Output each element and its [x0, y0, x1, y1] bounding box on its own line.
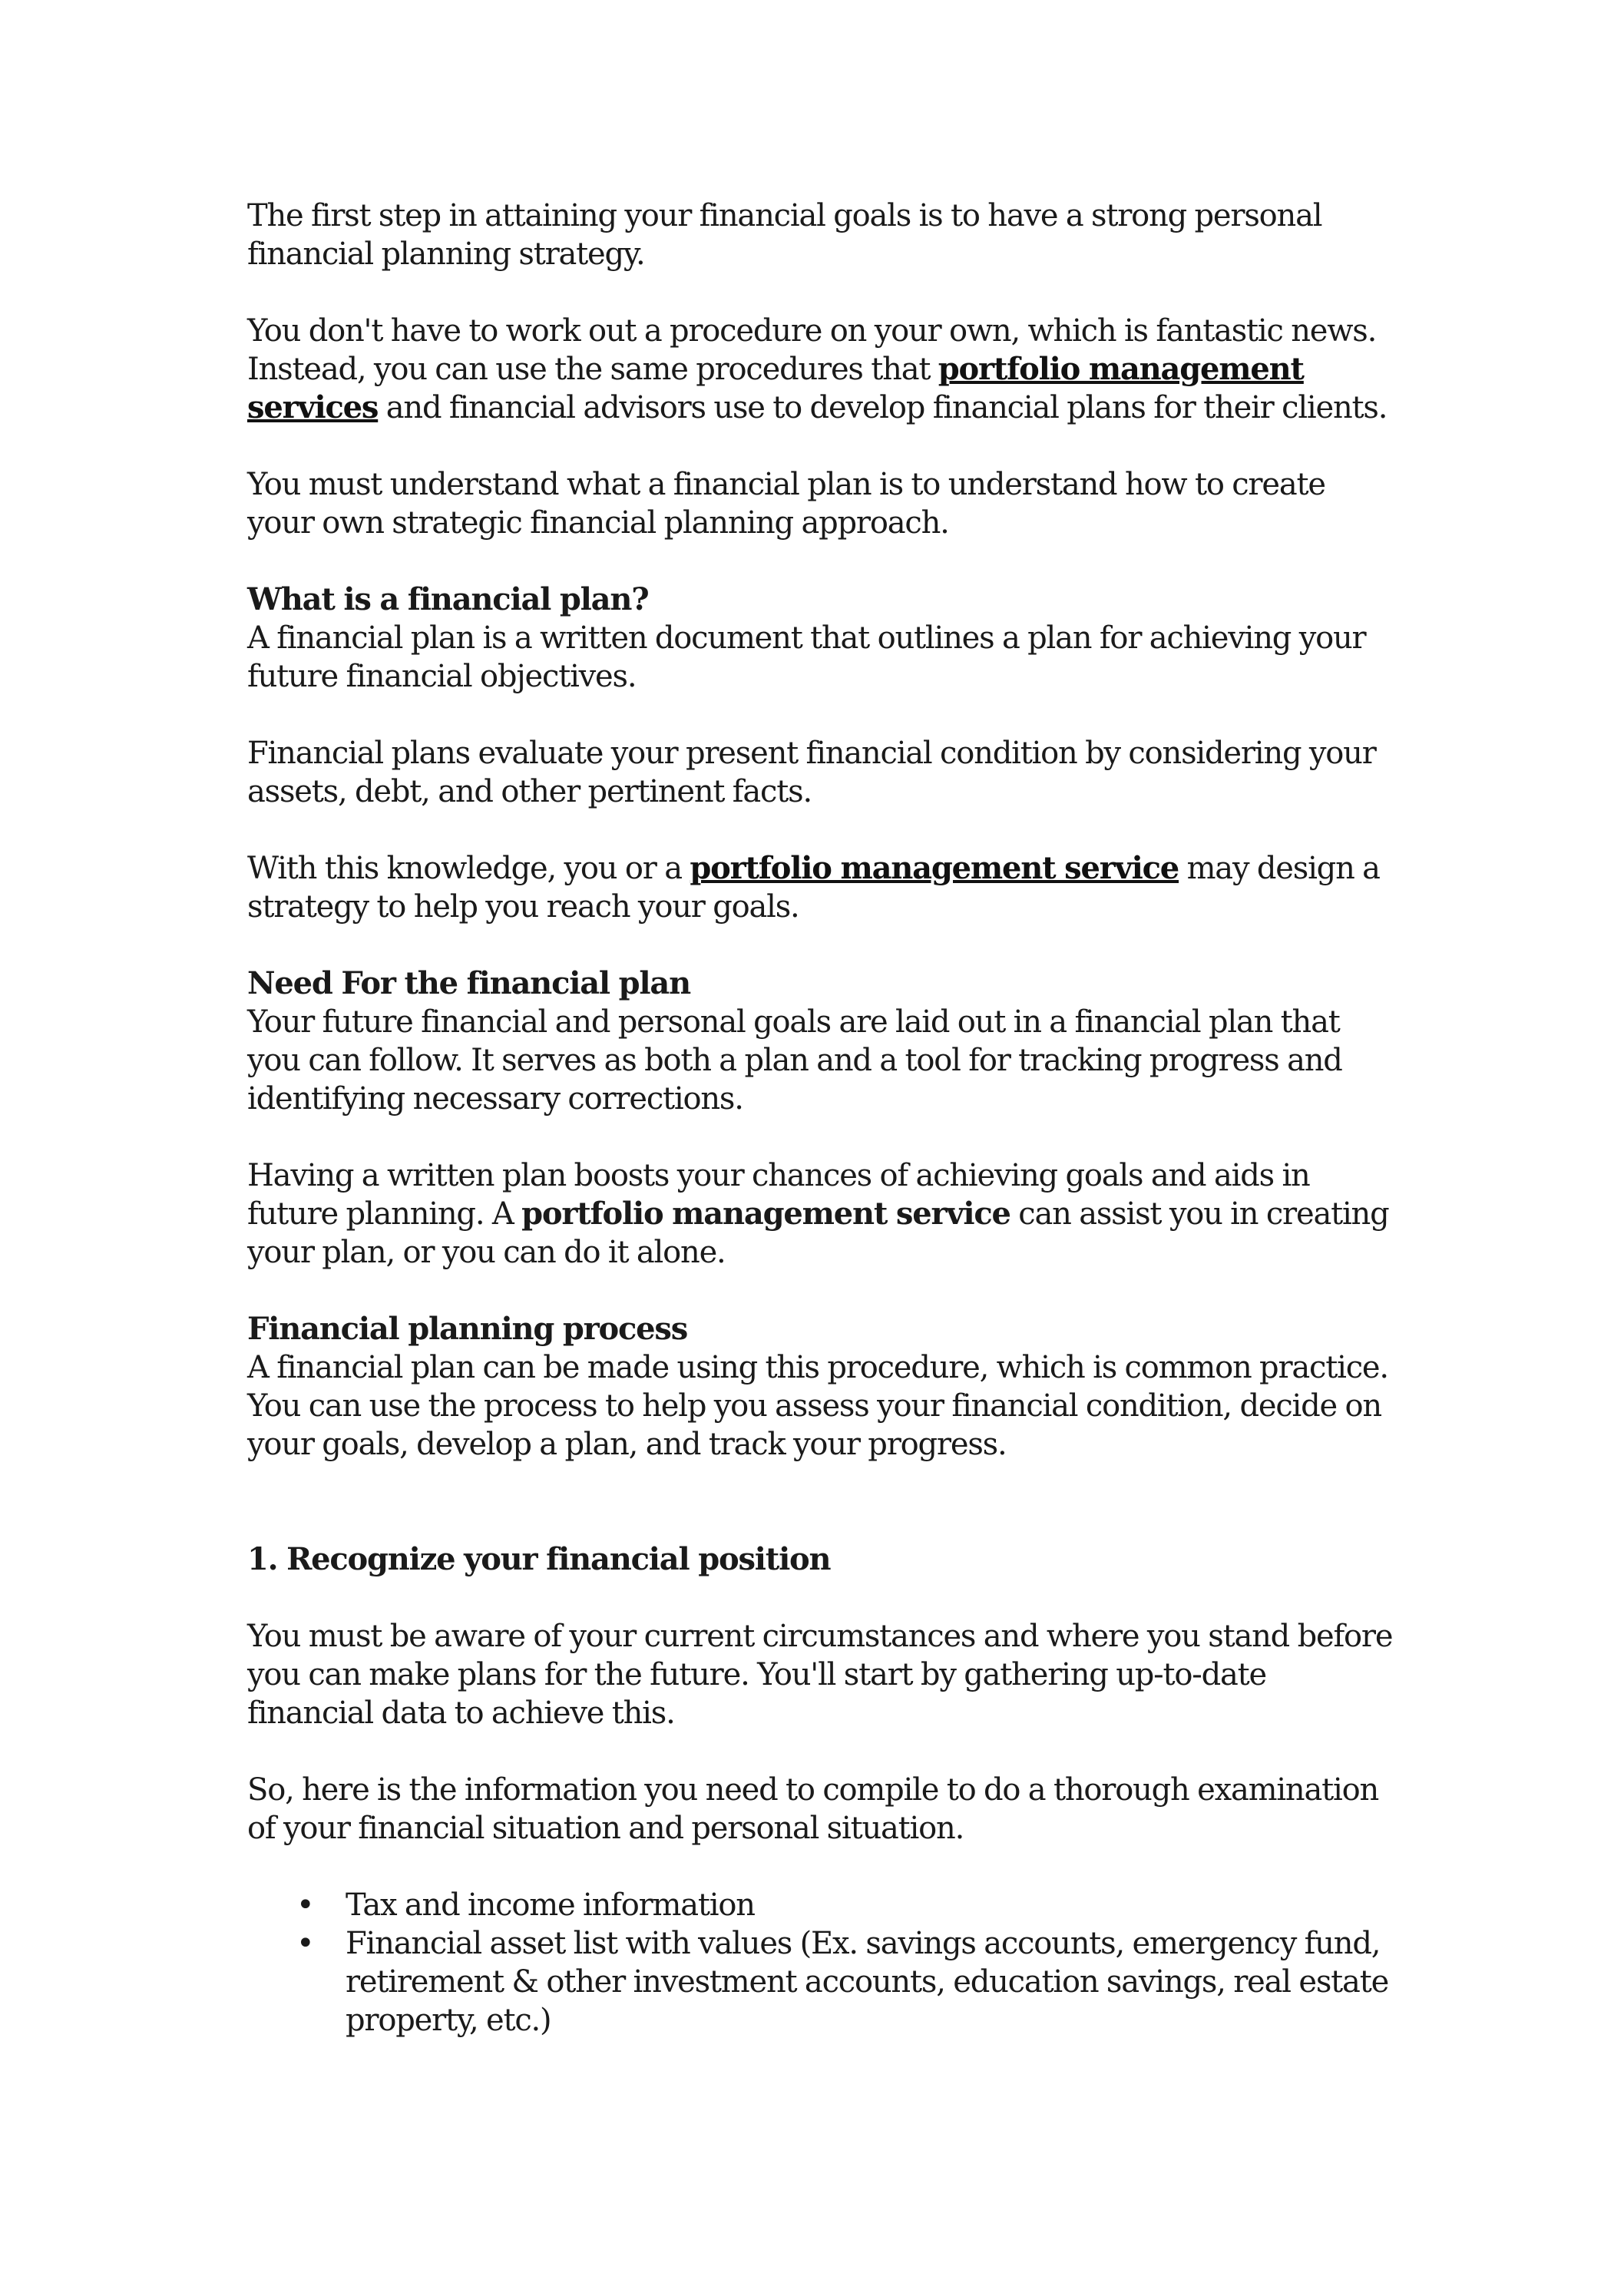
compile-text: So, here is the information you need to compile to do a thorough examination of your financial situation and personal situation.	[247, 1772, 1379, 1846]
written-plan-text-before: Having a written plan boosts your chances of achieving goals and aids in future planning. A	[247, 1158, 1310, 1232]
written-plan-text-after: can assist you in creating your plan, or you can do it alone.	[247, 1196, 1389, 1270]
evaluate-paragraph	[247, 734, 1399, 811]
process-heading: Financial planning process	[247, 1311, 688, 1347]
aware-text: You must be aware of your current circumstances and where you stand before you can make plans for the future. You'll start by gathering up-to-date financial data to achieve this.	[247, 1619, 1393, 1731]
evaluate-text: Financial plans evaluate your present financial condition by considering your assets, debt, and other pertinent facts.	[247, 736, 1376, 809]
procedure-paragraph	[247, 312, 1399, 427]
knowledge-text-before: With this knowledge, you or a	[247, 851, 690, 886]
procedure-text-after: and financial advisors use to develop financial plans for their clients.	[378, 390, 1388, 425]
need-text: Your future financial and personal goals are laid out in a financial plan that you can follow. It serves as both a plan and a tool for tracking progress and identifying necessary corrections.	[247, 1004, 1342, 1117]
portfolio-management-service-link[interactable]: portfolio management service	[690, 850, 1179, 886]
bullet-text-tax: Tax and income information	[346, 1887, 755, 1923]
bullet-icon: •	[296, 1926, 314, 1961]
process-section	[247, 1310, 1399, 1464]
portfolio-management-service-bold: portfolio management service	[521, 1196, 1010, 1232]
knowledge-text-after: may design a strategy to help you reach your goals.	[247, 851, 1380, 925]
list-item	[296, 1886, 1399, 1924]
list-item	[296, 1924, 1399, 2040]
bullet-icon: •	[296, 1887, 314, 1923]
what-is-plan-section	[247, 581, 1399, 696]
knowledge-paragraph	[247, 849, 1399, 926]
portfolio-management-services-link[interactable]: portfolio management services	[247, 351, 1304, 425]
aware-paragraph	[247, 1617, 1399, 1732]
understand-text: You must understand what a financial plan is to understand how to create your own strategic financial planning approach.	[247, 467, 1325, 541]
intro-paragraph	[247, 197, 1399, 273]
bullet-text-assets: Financial asset list with values (Ex. savings accounts, emergency fund, retirement & other investment accounts, education savings, real estate property, etc.)	[346, 1926, 1389, 2038]
procedure-text-before: You don't have to work out a procedure on your own, which is fantastic news. Instead, you can use the same procedures that	[247, 313, 1377, 387]
document-body	[247, 197, 1399, 2040]
process-text: A financial plan can be made using this procedure, which is common practice. You can use the process to help you assess your financial condition, decide on your goals, develop a plan, and track your progress.	[247, 1350, 1388, 1462]
intro-text: The first step in attaining your financial goals is to have a strong personal financial planning strategy.	[247, 198, 1322, 272]
understand-paragraph	[247, 465, 1399, 542]
what-is-plan-heading: What is a financial plan?	[247, 581, 649, 617]
compile-paragraph	[247, 1771, 1399, 1848]
written-plan-paragraph	[247, 1156, 1399, 1272]
what-is-plan-text: A financial plan is a written document that outlines a plan for achieving your future financial objectives.	[247, 620, 1366, 694]
info-bullet-list	[247, 1886, 1399, 2040]
need-heading: Need For the financial plan	[247, 965, 691, 1001]
section-heading-recognize: 1. Recognize your financial position	[247, 1541, 831, 1577]
need-section	[247, 964, 1399, 1118]
